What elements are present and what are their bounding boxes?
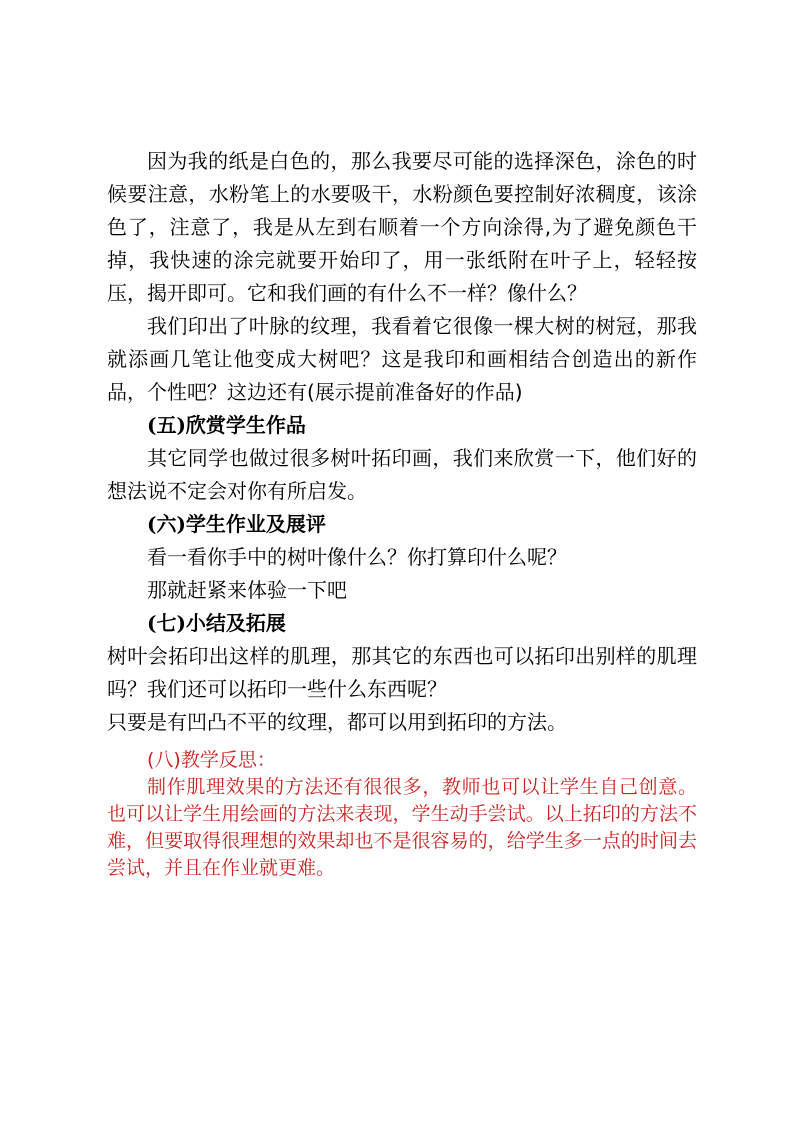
heading-section-5: (五)欣赏学生作品 (147, 413, 306, 437)
heading-section-7: (七)小结及拓展 (147, 611, 286, 635)
paragraph-section-7-a: 树叶会拓印出这样的肌理，那其它的东西也可以拓印出别样的肌理吗？我们还可以拓印一些什么东西呢？ (107, 644, 697, 701)
paragraph-section-5: 其它同学也做过很多树叶拓印画，我们来欣赏一下，他们好的想法说不定会对你有所启发。 (107, 446, 697, 503)
paragraph-painting-steps: 因为我的纸是白色的，那么我要尽可能的选择深色，涂色的时候要注意，水粉笔上的水要吸干，水粉颜色要控制好浓稠度，该涂色了，注意了，我是从左到右顺着一个方向涂得,为了避免颜色干掉，我快速的涂完就要开始印了，用一张纸附在叶子上，轻轻按压，揭开即可。它和我们画的有什么不一样？像什么？ (107, 149, 697, 305)
section-6-line-1: 看一看你手中的树叶像什么？你打算印什么呢？ (147, 545, 567, 569)
paragraph-tree-crown: 我们印出了叶脉的纹理，我看着它很像一棵大树的树冠，那我就添画几笔让他变成大树吧？这是我印和画相结合创造出的新作品，个性吧？这边还有(展示提前准备好的作品) (107, 314, 697, 404)
paragraph-teaching-reflection: 制作肌理效果的方法还有很很多，教师也可以让学生自己创意。也可以让学生用绘画的方法来表现，学生动手尝试。以上拓印的方法不难，但要取得很理想的效果却也不是很容易的，给学生多一点的时间去尝试，并且在作业就更难。 (107, 776, 697, 879)
paragraph-section-7-b: 只要是有凹凸不平的纹理，都可以用到拓印的方法。 (107, 710, 567, 734)
section-6-line-2: 那就赶紧来体验一下吧 (147, 578, 347, 602)
heading-section-8: (八)教学反思： (147, 749, 276, 771)
heading-section-6: (六)学生作业及展评 (147, 512, 326, 536)
